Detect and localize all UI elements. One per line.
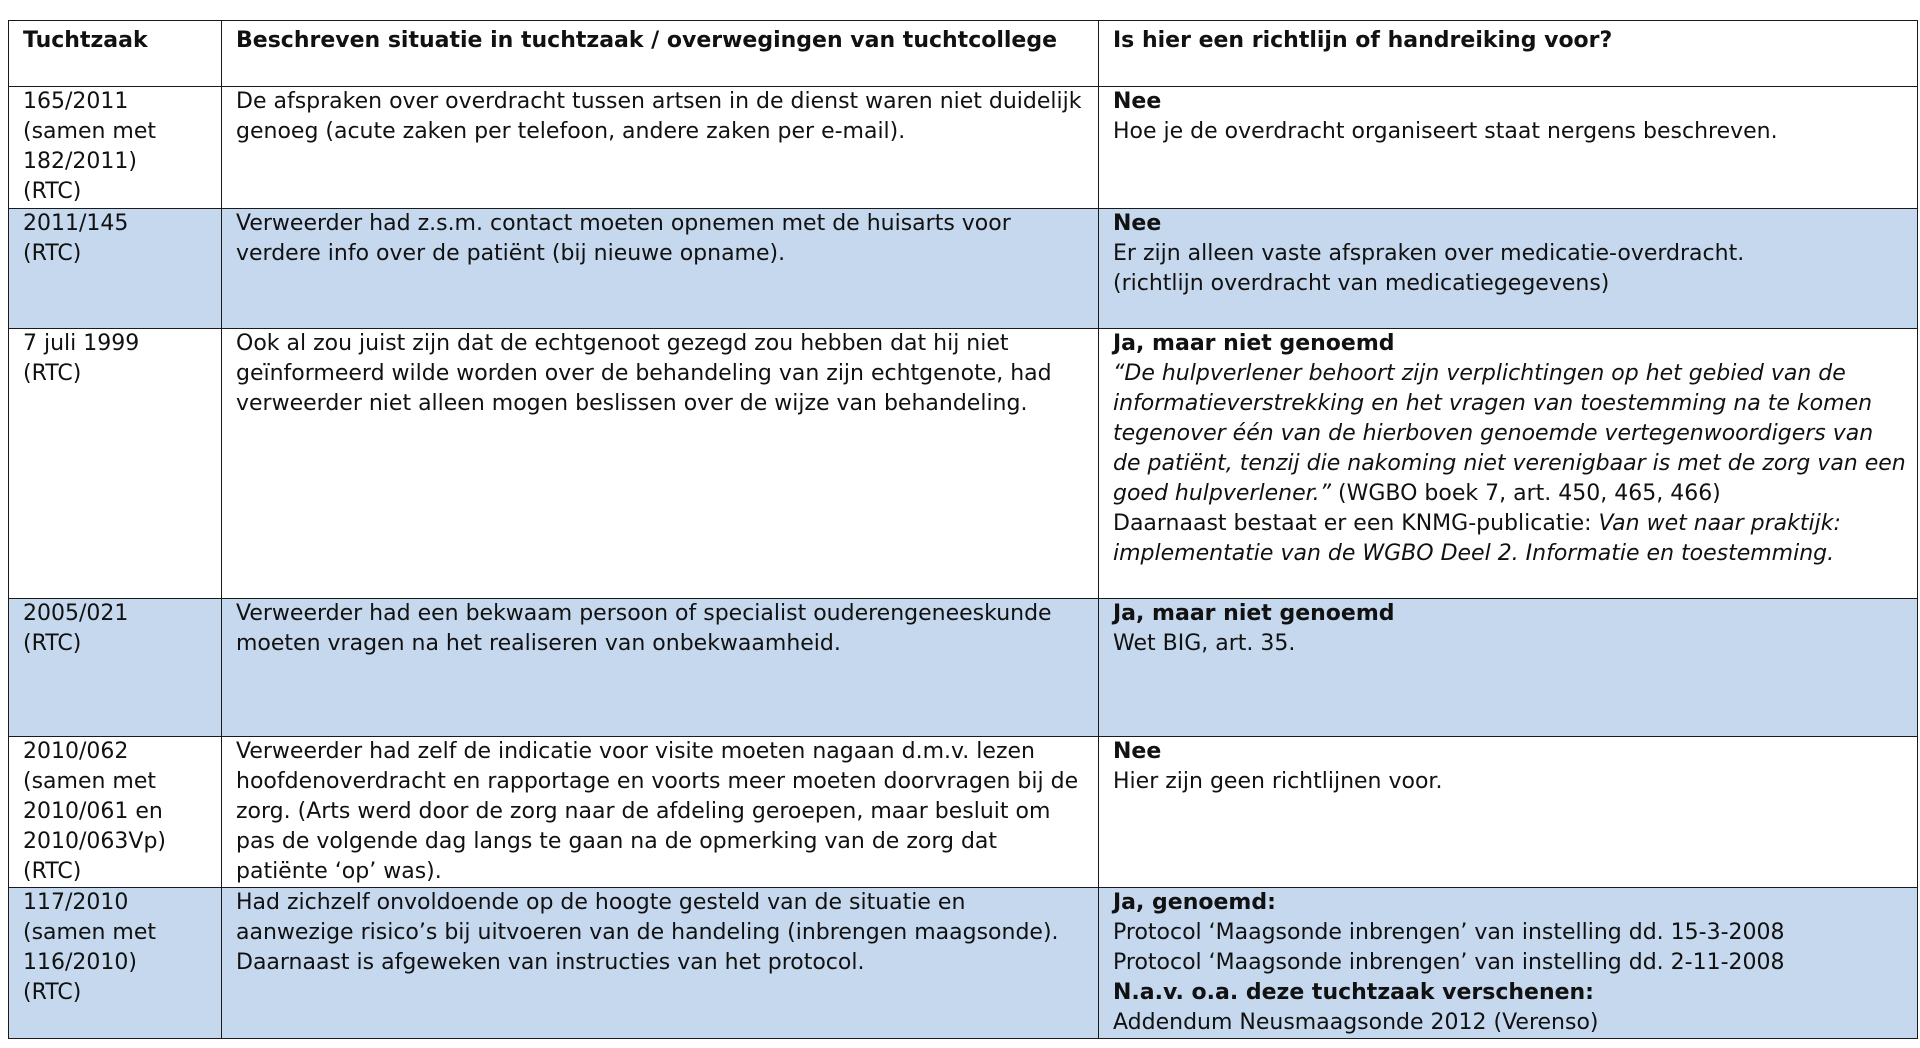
case-line: (RTC) (23, 631, 82, 656)
guideline-note: Er zijn alleen vaste afspraken over medicatie-overdracht. (1113, 241, 1745, 266)
description-text: Verweerder had z.s.m. contact moeten opnemen met de huisarts voor verdere info over de patiënt (bij nieuwe opname). (236, 211, 1011, 266)
case-line: 2010/063Vp) (23, 829, 166, 854)
guideline-cell (1099, 888, 1918, 1039)
guideline-note: Wet BIG, art. 35. (1113, 631, 1296, 656)
case-line: 182/2011) (23, 149, 137, 174)
verdict: Ja, maar niet genoemd (1113, 331, 1395, 356)
guideline-note: Hier zijn geen richtlijnen voor. (1113, 769, 1443, 794)
case-cell (9, 888, 222, 1039)
table-row (9, 888, 1918, 1039)
case-line: 2011/145 (23, 211, 129, 236)
verdict: Ja, genoemd: (1113, 890, 1276, 915)
guideline-cell (1099, 329, 1918, 599)
header-beschreven-situatie: Beschreven situatie in tuchtzaak / overwegingen van tuchtcollege (222, 21, 1099, 87)
case-line: 2005/021 (23, 601, 129, 626)
case-line: (RTC) (23, 859, 82, 884)
guideline-note: Addendum Neusmaagsonde 2012 (Verenso) (1113, 1010, 1599, 1035)
description-text: Had zichzelf onvoldoende op de hoogte gesteld van de situatie en aanwezige risico’s bij uitvoeren van de handeling (inbrengen maagsonde). Daarnaast is afgeweken van instructies van het protocol. (236, 890, 1059, 975)
table-row (9, 737, 1918, 888)
knmg-publication-title: Van wet naar praktijk: implementatie van de WGBO Deel 2. Informatie en toestemming. (1113, 511, 1841, 566)
case-line: (RTC) (23, 980, 82, 1005)
guideline-cell (1099, 737, 1918, 888)
description-text: Verweerder had een bekwaam persoon of specialist ouderengeneeskunde moeten vragen na het realiseren van onbekwaamheid. (236, 601, 1052, 656)
table-row (9, 87, 1918, 209)
case-cell (9, 329, 222, 599)
case-line: 117/2010 (23, 890, 129, 915)
wgbo-reference: (WGBO boek 7, art. 450, 465, 466) (1331, 481, 1721, 506)
description-text: De afspraken over overdracht tussen artsen in de dienst waren niet duidelijk genoeg (acute zaken per telefoon, andere zaken per e-mail). (236, 89, 1082, 144)
description-cell (222, 329, 1099, 599)
table-row (9, 209, 1918, 329)
guideline-cell (1099, 209, 1918, 329)
case-line: 165/2011 (23, 89, 129, 114)
case-line: (samen met (23, 769, 157, 794)
case-cell (9, 599, 222, 737)
verdict: Nee (1113, 211, 1162, 236)
case-line: (samen met (23, 920, 157, 945)
guideline-note: (richtlijn overdracht van medicatiegegevens) (1113, 271, 1610, 296)
tuchtzaken-table (8, 20, 1918, 1039)
description-text: Ook al zou juist zijn dat de echtgenoot gezegd zou hebben dat hij niet geïnformeerd wilde worden over de behandeling van zijn echtgenote, had verweerder niet alleen mogen beslissen over de wijze van behandeling. (236, 331, 1052, 416)
header-tuchtzaak: Tuchtzaak (9, 21, 222, 87)
case-line: (samen met (23, 119, 157, 144)
verdict: Nee (1113, 739, 1162, 764)
table-row (9, 329, 1918, 599)
case-line: (RTC) (23, 361, 82, 386)
description-cell (222, 737, 1099, 888)
verdict: Nee (1113, 89, 1162, 114)
case-cell (9, 87, 222, 209)
case-line: (RTC) (23, 179, 82, 204)
case-line: 2010/061 en (23, 799, 163, 824)
case-line: 7 juli 1999 (23, 331, 140, 356)
description-text: Verweerder had zelf de indicatie voor visite moeten nagaan d.m.v. lezen hoofdenoverdracht en rapportage en voorts meer moeten doorvragen bij de zorg. (Arts werd door de zorg naar de afdeling geroepen, maar besluit om pas de volgende dag langs te gaan na de opmerking van de zorg dat patiënte ‘op’ was). (236, 739, 1079, 884)
guideline-note: Protocol ‘Maagsonde inbrengen’ van instelling dd. 2-11-2008 (1113, 950, 1785, 975)
guideline-note: Hoe je de overdracht organiseert staat nergens beschreven. (1113, 119, 1778, 144)
wgbo-quote: “De hulpverlener behoort zijn verplichtingen op het gebied van de informatieverstrekking en het vragen van toestemming na te komen tegenover één van de hierboven genoemde vertegenwoordigers van de patiënt, tenzij die nakoming niet verenigbaar is met de zorg van een goed hulpverlener.” (1113, 361, 1906, 506)
case-line: 116/2010) (23, 950, 137, 975)
knmg-intro: Daarnaast bestaat er een KNMG-publicatie: (1113, 511, 1599, 536)
description-cell (222, 209, 1099, 329)
case-line: (RTC) (23, 241, 82, 266)
case-cell (9, 209, 222, 329)
case-line: 2010/062 (23, 739, 129, 764)
header-row (9, 21, 1918, 87)
description-cell (222, 87, 1099, 209)
description-cell (222, 888, 1099, 1039)
header-richtlijn: Is hier een richtlijn of handreiking voor? (1099, 21, 1918, 87)
table-row (9, 599, 1918, 737)
case-cell (9, 737, 222, 888)
verdict: Ja, maar niet genoemd (1113, 601, 1395, 626)
guideline-note: Protocol ‘Maagsonde inbrengen’ van instelling dd. 15-3-2008 (1113, 920, 1785, 945)
description-cell (222, 599, 1099, 737)
verdict-followup: N.a.v. o.a. deze tuchtzaak verschenen: (1113, 980, 1594, 1005)
guideline-quote-paragraph (1113, 359, 1907, 509)
guideline-extra-paragraph (1113, 509, 1907, 569)
guideline-cell (1099, 599, 1918, 737)
guideline-cell (1099, 87, 1918, 209)
